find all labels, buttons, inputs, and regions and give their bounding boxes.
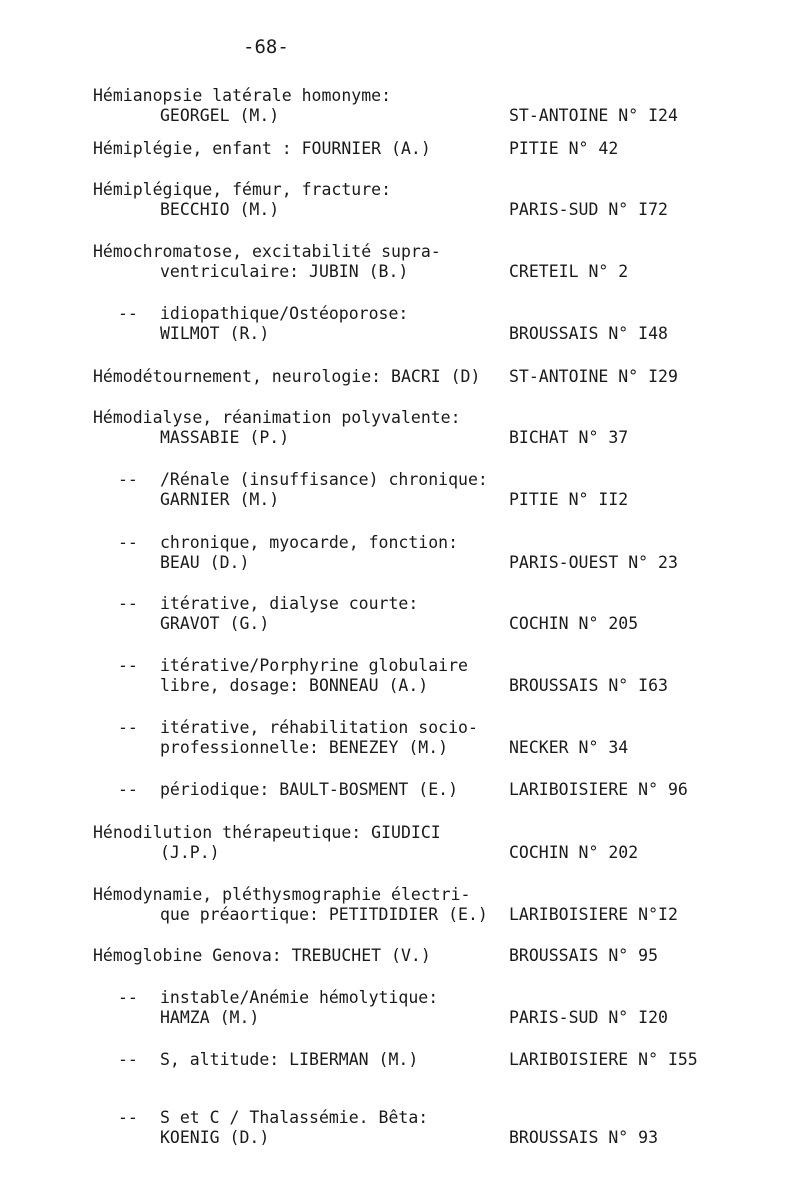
entry-heading: Hémochromatose, excitabilité supra-: [93, 242, 441, 261]
entry-heading: Hémoglobine Genova: TREBUCHET (V.): [93, 946, 431, 965]
hospital-reference: BROUSSAIS N° I48: [509, 324, 668, 343]
page-number: -68-: [243, 36, 289, 58]
index-entry: [0, 86, 800, 126]
entry-line: [0, 139, 800, 159]
entry-heading: Hémianopsie latérale homonyme:: [93, 86, 392, 105]
entry-heading: S et C / Thalassémie. Bêta:: [160, 1108, 429, 1127]
index-entry: [0, 594, 800, 634]
continuation-dash: --: [118, 1050, 138, 1069]
entry-heading: Hémodialyse, réanimation polyvalente:: [93, 408, 461, 427]
entry-heading: Hémiplégique, fémur, fracture:: [93, 180, 392, 199]
entry-line: [0, 470, 800, 490]
entry-line: [0, 1008, 800, 1028]
hospital-reference: PITIE N° 42: [509, 139, 619, 158]
entry-line: [0, 843, 800, 863]
entry-heading: idiopathique/Ostéoporose:: [160, 304, 409, 323]
entry-author: que préaortique: PETITDIDIER (E.): [160, 905, 488, 924]
entry-line: [0, 408, 800, 428]
entry-line: [0, 242, 800, 262]
entry-line: [0, 1128, 800, 1148]
entry-line: [0, 614, 800, 634]
entry-author: libre, dosage: BONNEAU (A.): [160, 676, 429, 695]
entry-line: [0, 1108, 800, 1128]
entry-line: [0, 946, 800, 966]
index-entry: [0, 180, 800, 220]
entry-line: [0, 200, 800, 220]
entry-line: [0, 86, 800, 106]
continuation-dash: --: [118, 594, 138, 613]
index-entry: [0, 470, 800, 510]
index-entry: [0, 367, 800, 387]
entry-line: [0, 490, 800, 510]
entry-author: GRAVOT (G.): [160, 614, 270, 633]
entry-heading: Hénodilution thérapeutique: GIUDICI: [93, 823, 441, 842]
hospital-reference: BICHAT N° 37: [509, 428, 629, 447]
entry-heading: itérative, dialyse courte:: [160, 594, 419, 613]
entry-line: [0, 553, 800, 573]
continuation-dash: --: [118, 304, 138, 323]
continuation-dash: --: [118, 533, 138, 552]
entry-author: GEORGEL (M.): [160, 106, 280, 125]
entry-author: professionnelle: BENEZEY (M.): [160, 738, 449, 757]
entry-author: MASSABIE (P.): [160, 428, 290, 447]
entry-line: [0, 780, 800, 800]
entry-heading: Hémodétournement, neurologie: BACRI (D): [93, 367, 481, 386]
hospital-reference: PARIS-OUEST N° 23: [509, 553, 678, 572]
entry-line: [0, 823, 800, 843]
index-entry: [0, 780, 800, 800]
entry-author: BECCHIO (M.): [160, 200, 280, 219]
entry-author: KOENIG (D.): [160, 1128, 270, 1147]
hospital-reference: ST-ANTOINE N° I24: [509, 106, 678, 125]
index-entry: [0, 242, 800, 282]
entry-line: [0, 656, 800, 676]
entry-heading: S, altitude: LIBERMAN (M.): [160, 1050, 419, 1069]
continuation-dash: --: [118, 656, 138, 675]
hospital-reference: COCHIN N° 202: [509, 843, 639, 862]
entry-heading: Hémodynamie, pléthysmographie électri-: [93, 885, 471, 904]
entry-line: [0, 1050, 800, 1070]
index-entry: [0, 1108, 800, 1148]
entry-line: [0, 180, 800, 200]
hospital-reference: PITIE N° II2: [509, 490, 629, 509]
continuation-dash: --: [118, 1108, 138, 1127]
hospital-reference: NECKER N° 34: [509, 738, 629, 757]
entry-heading: chronique, myocarde, fonction:: [160, 533, 459, 552]
entry-heading: Hémiplégie, enfant : FOURNIER (A.): [93, 139, 431, 158]
entry-heading: itérative, réhabilitation socio-: [160, 718, 478, 737]
entry-heading: itérative/Porphyrine globulaire: [160, 656, 468, 675]
hospital-reference: PARIS-SUD N° I72: [509, 200, 668, 219]
entry-line: [0, 738, 800, 758]
entry-line: [0, 905, 800, 925]
entry-line: [0, 262, 800, 282]
hospital-reference: LARIBOISIERE N°I2: [509, 905, 678, 924]
hospital-reference: LARIBOISIERE N° 96: [509, 780, 688, 799]
hospital-reference: COCHIN N° 205: [509, 614, 639, 633]
continuation-dash: --: [118, 988, 138, 1007]
entry-line: [0, 533, 800, 553]
index-entry: [0, 304, 800, 344]
entry-author: (J.P.): [160, 843, 220, 862]
continuation-dash: --: [118, 718, 138, 737]
entry-line: [0, 367, 800, 387]
entry-author: ventriculaire: JUBIN (B.): [160, 262, 409, 281]
entry-line: [0, 594, 800, 614]
hospital-reference: BROUSSAIS N° 93: [509, 1128, 659, 1147]
entry-author: WILMOT (R.): [160, 324, 270, 343]
entry-heading: périodique: BAULT-BOSMENT (E.): [160, 780, 459, 799]
entry-line: [0, 304, 800, 324]
entry-line: [0, 676, 800, 696]
hospital-reference: LARIBOISIERE N° I55: [509, 1050, 698, 1069]
index-entry: [0, 139, 800, 159]
entry-heading: /Rénale (insuffisance) chronique:: [160, 470, 488, 489]
hospital-reference: BROUSSAIS N° I63: [509, 676, 668, 695]
entry-line: [0, 428, 800, 448]
index-entry: [0, 946, 800, 966]
index-entry: [0, 1050, 800, 1070]
entry-line: [0, 718, 800, 738]
entry-author: GARNIER (M.): [160, 490, 280, 509]
entry-line: [0, 885, 800, 905]
entry-line: [0, 106, 800, 126]
continuation-dash: --: [118, 470, 138, 489]
index-entry: [0, 408, 800, 448]
hospital-reference: ST-ANTOINE N° I29: [509, 367, 678, 386]
hospital-reference: CRETEIL N° 2: [509, 262, 629, 281]
index-entry: [0, 885, 800, 925]
index-entry: [0, 823, 800, 863]
entry-line: [0, 324, 800, 344]
entry-author: BEAU (D.): [160, 553, 250, 572]
hospital-reference: BROUSSAIS N° 95: [509, 946, 659, 965]
index-entry: [0, 656, 800, 696]
continuation-dash: --: [118, 780, 138, 799]
hospital-reference: PARIS-SUD N° I20: [509, 1008, 668, 1027]
entry-author: HAMZA (M.): [160, 1008, 260, 1027]
index-entry: [0, 533, 800, 573]
index-entry: [0, 988, 800, 1028]
index-entry: [0, 718, 800, 758]
entry-heading: instable/Anémie hémolytique:: [160, 988, 439, 1007]
entry-line: [0, 988, 800, 1008]
